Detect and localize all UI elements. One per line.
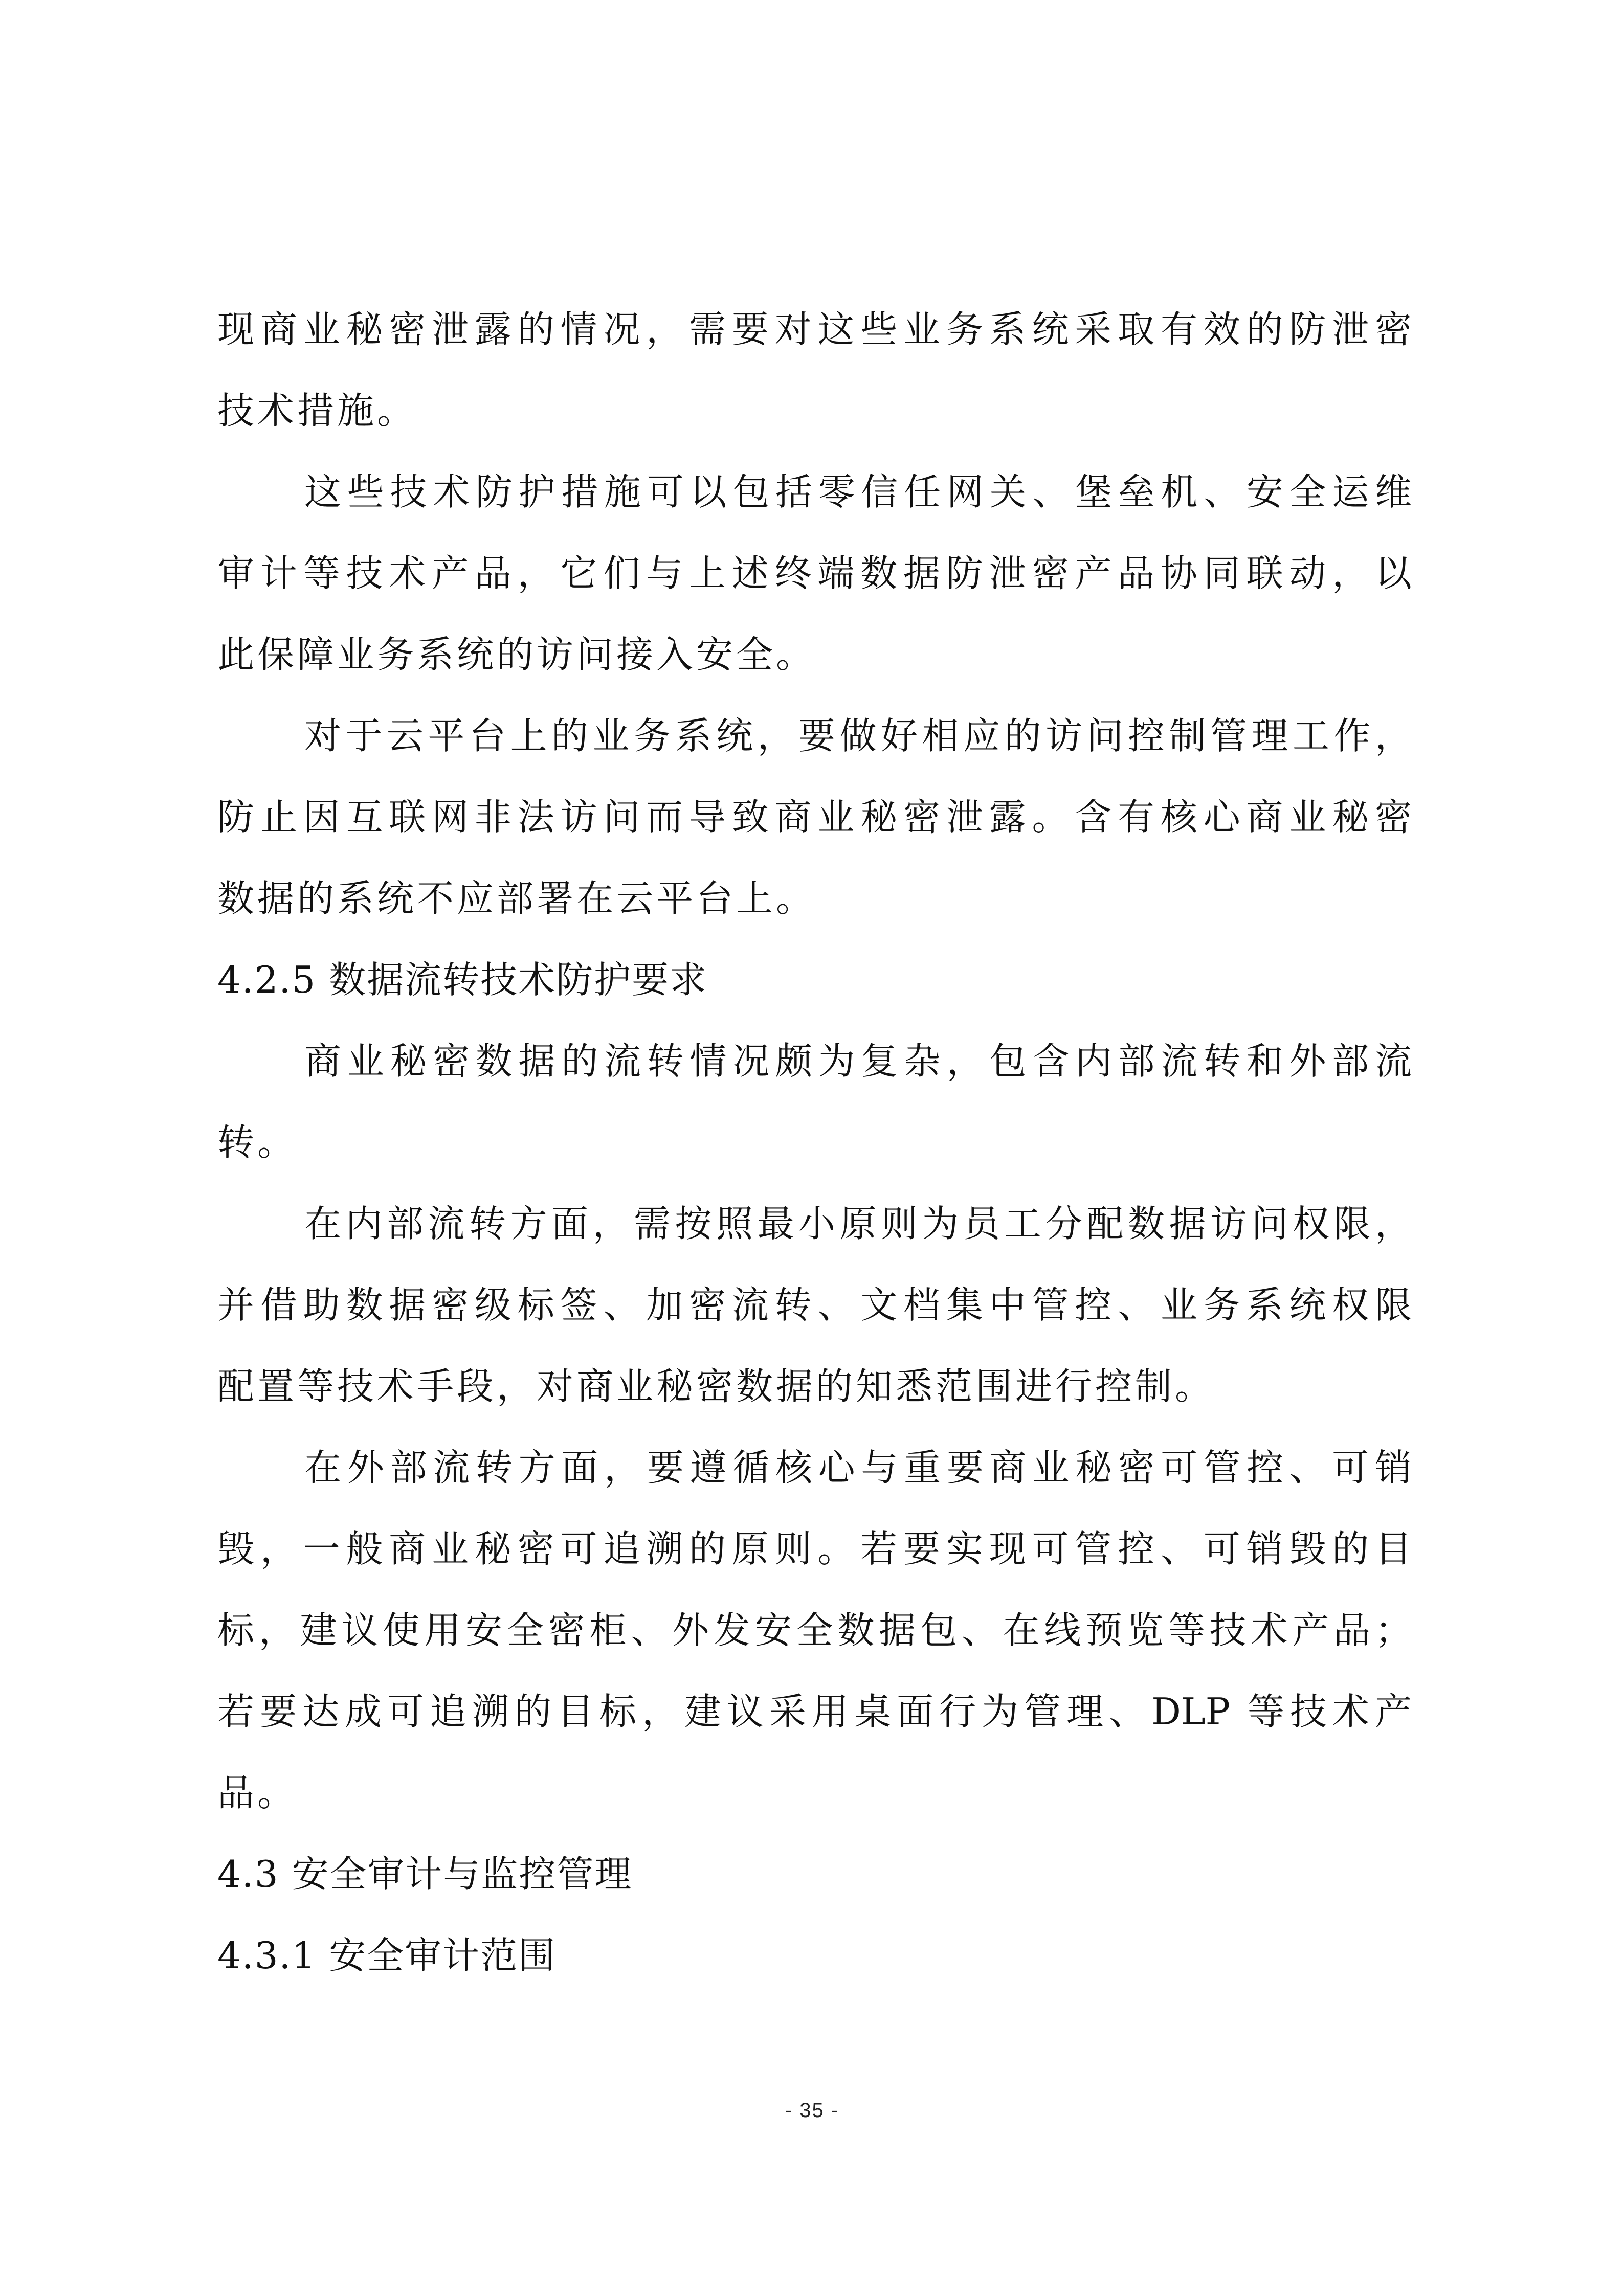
text-line: 技术措施。 (217, 389, 417, 432)
section-heading-4-3-1: 4.3.1 安全审计范围 (217, 1934, 557, 1977)
text-line: 若要达成可追溯的目标，建议采用桌面行为管理、DLP 等技术产 (217, 1690, 1412, 1733)
section-heading-4-3: 4.3 安全审计与监控管理 (217, 1853, 633, 1896)
text-line: 数据的系统不应部署在云平台上。 (217, 877, 816, 920)
text-line: 防止因互联网非法访问而导致商业秘密泄露。含有核心商业秘密 (217, 796, 1412, 839)
text-line: 现商业秘密泄露的情况，需要对这些业务系统采取有效的防泄密 (217, 308, 1412, 351)
paragraph-first-line: 在外部流转方面，要遵循核心与重要商业秘密可管控、可销 (304, 1446, 1412, 1489)
text-line: 配置等技术手段，对商业秘密数据的知悉范围进行控制。 (217, 1365, 1215, 1408)
paragraph-first-line: 在内部流转方面，需按照最小原则为员工分配数据访问权限， (304, 1202, 1412, 1245)
paragraph-first-line: 商业秘密数据的流转情况颇为复杂，包含内部流转和外部流 (304, 1040, 1412, 1083)
section-heading-4-2-5: 4.2.5 数据流转技术防护要求 (217, 958, 708, 1001)
text-line: 此保障业务系统的访问接入安全。 (217, 633, 816, 676)
text-line: 审计等技术产品，它们与上述终端数据防泄密产品协同联动，以 (217, 552, 1412, 595)
text-line: 转。 (217, 1121, 298, 1164)
page-number: - 35 - (785, 2099, 839, 2122)
paragraph-first-line: 这些技术防护措施可以包括零信任网关、堡垒机、安全运维 (304, 470, 1412, 513)
text-line: 品。 (217, 1771, 298, 1814)
paragraph-first-line: 对于云平台上的业务系统，要做好相应的访问控制管理工作， (304, 714, 1412, 757)
text-line: 标，建议使用安全密柜、外发安全数据包、在线预览等技术产品； (217, 1609, 1412, 1652)
document-body (217, 289, 1412, 1996)
text-line: 毁，一般商业秘密可追溯的原则。若要实现可管控、可销毁的目 (217, 1527, 1412, 1570)
text-line: 并借助数据密级标签、加密流转、文档集中管控、业务系统权限 (217, 1284, 1412, 1326)
